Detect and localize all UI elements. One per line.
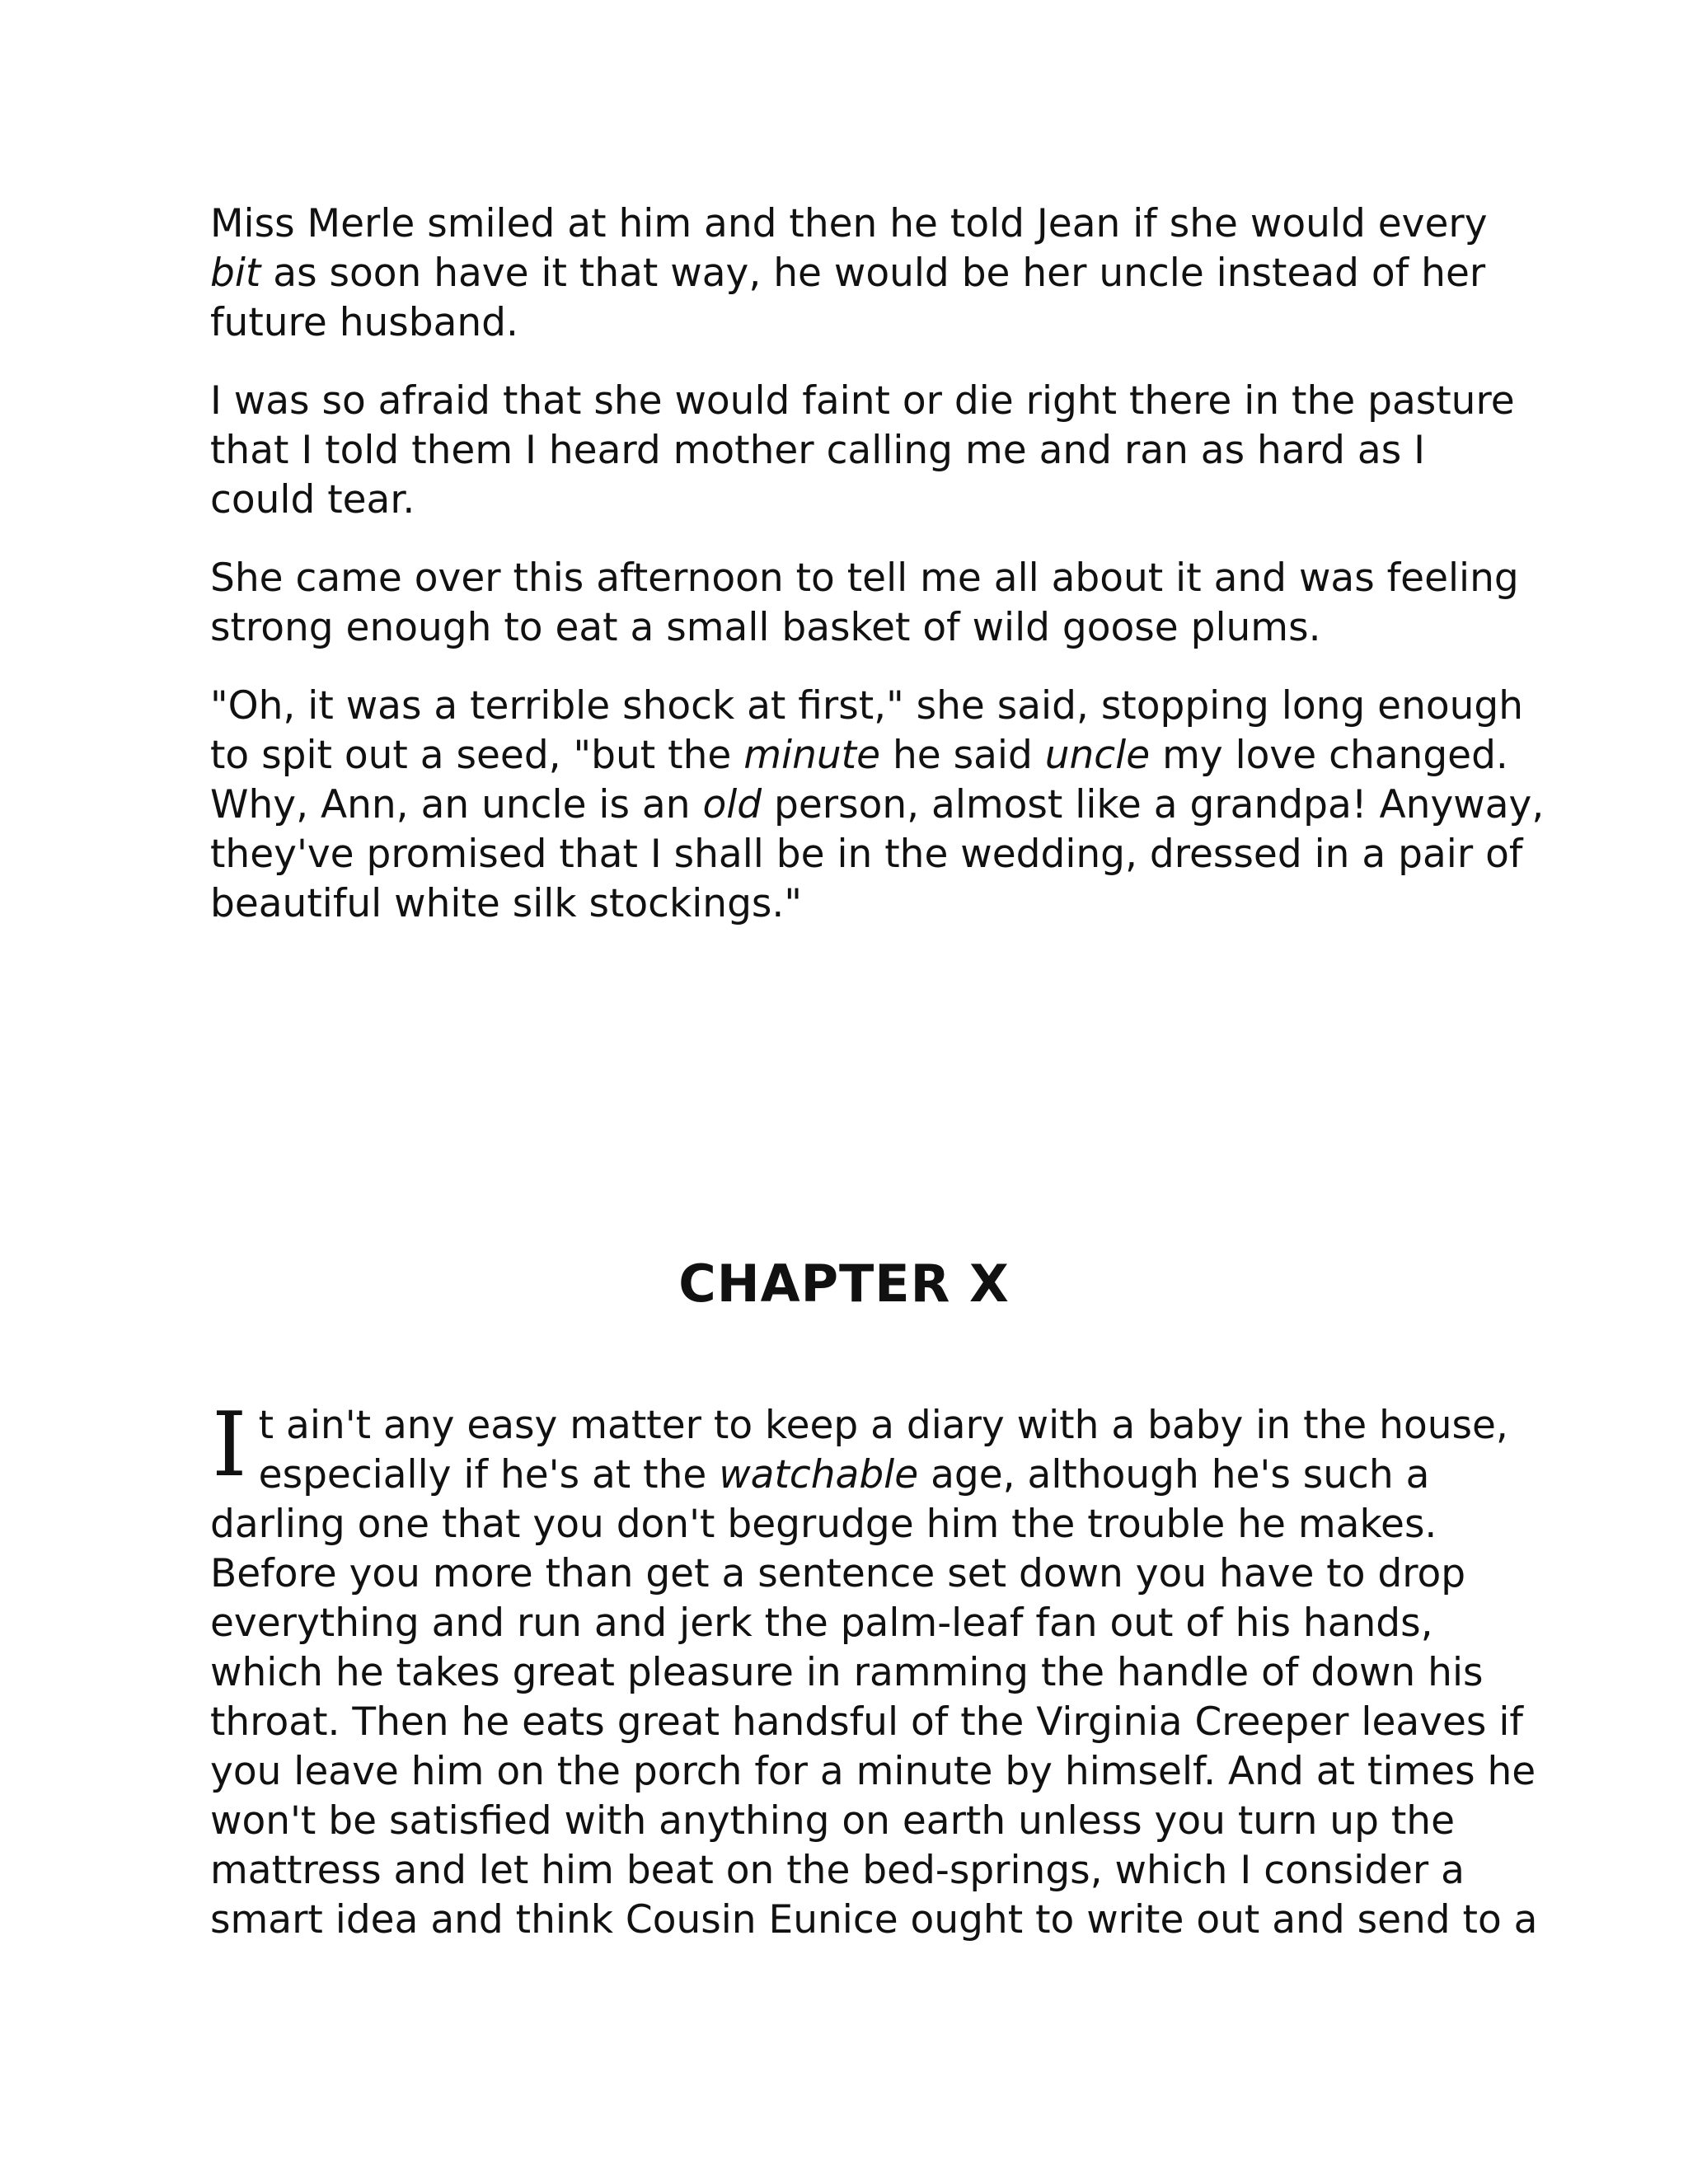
text-line — [210, 377, 1515, 426]
text-line — [210, 476, 1496, 525]
text-run: which he takes great pleasure in ramming the handle of down his — [210, 1650, 1484, 1695]
text-run: strong enough to eat a small basket of wild goose plums. — [210, 605, 1321, 650]
text-line — [210, 1797, 1496, 1846]
text-run: t ain't any easy matter to keep a diary with a baby in the house, — [258, 1403, 1508, 1448]
text-run: especially if he's at the — [258, 1452, 720, 1497]
italic-text: old — [702, 782, 762, 827]
italic-text: bit — [210, 251, 261, 296]
text-run: everything and run and jerk the palm-leaf fan out of his hands, — [210, 1601, 1433, 1646]
text-run: person, almost like a grandpa! Anyway, — [762, 782, 1545, 827]
text-run: darling one that you don't begrudge him the trouble he makes. — [210, 1502, 1437, 1547]
text-run: Miss Merle smiled at him and then he told Jean if she would every — [210, 201, 1488, 246]
text-line — [210, 1451, 1496, 1500]
text-run: future husband. — [210, 300, 518, 345]
drop-cap: I — [212, 1394, 247, 1497]
italic-text: watchable — [719, 1452, 919, 1497]
text-line — [210, 830, 1523, 879]
text-run: I was so afraid that she would faint or die right there in the pasture — [210, 378, 1515, 424]
text-run: Before you more than get a sentence set down you have to drop — [210, 1551, 1466, 1596]
text-line — [210, 731, 1508, 780]
text-run: he said — [880, 733, 1045, 778]
text-run: won't be satisfied with anything on earth unless you turn up the — [210, 1798, 1455, 1844]
text-run: throat. Then he eats great handsful of the Virginia Creeper leaves if — [210, 1699, 1523, 1745]
text-line — [210, 1500, 1496, 1549]
text-run: to spit out a seed, "but the — [210, 733, 744, 778]
text-run: "Oh, it was a terrible shock at first," she said, stopping long enough — [210, 683, 1524, 729]
previous-chapter-text — [210, 199, 1545, 929]
chapter-text — [210, 1394, 1538, 1945]
italic-text: uncle — [1044, 733, 1151, 778]
text-run: mattress and let him beat on the bed-springs, which I consider a — [210, 1848, 1465, 1893]
text-line — [210, 1549, 1496, 1599]
text-run: that I told them I heard mother calling me and ran as hard as I — [210, 428, 1425, 473]
text-line — [210, 249, 1496, 298]
paragraph — [210, 682, 1545, 929]
text-run: my love changed. — [1150, 733, 1508, 778]
text-line — [210, 426, 1496, 476]
text-line — [210, 1747, 1536, 1797]
text-run: could tear. — [210, 477, 415, 523]
text-line — [210, 682, 1524, 731]
paragraph — [210, 199, 1496, 348]
text-line — [210, 554, 1519, 603]
text-run: they've promised that I shall be in the wedding, dressed in a pair of — [210, 832, 1523, 877]
text-run: age, although he's such a — [918, 1452, 1430, 1497]
text-run: beautiful white silk stockings." — [210, 881, 802, 926]
text-run: smart idea and think Cousin Eunice ought to write out and send to a — [210, 1897, 1538, 1943]
text-line — [210, 1648, 1496, 1698]
text-run: as soon have it that way, he would be her uncle instead of her — [260, 251, 1486, 296]
chapter-heading: CHAPTER X — [678, 1254, 1010, 1314]
text-line — [210, 1698, 1523, 1747]
text-line — [210, 1896, 1538, 1945]
text-line — [210, 1846, 1496, 1896]
italic-text: minute — [743, 733, 881, 778]
text-line — [210, 199, 1496, 249]
paragraph — [210, 554, 1519, 653]
text-run: you leave him on the porch for a minute by himself. And at times he — [210, 1749, 1536, 1794]
text-line — [210, 298, 1496, 348]
text-line — [210, 780, 1545, 830]
text-run: She came over this afternoon to tell me all about it and was feeling — [210, 555, 1519, 601]
text-line — [210, 1599, 1496, 1648]
text-line — [210, 879, 1496, 929]
chapter-opening-paragraph — [210, 1394, 1538, 1945]
text-line — [210, 1401, 1508, 1451]
text-line — [210, 603, 1496, 653]
text-run: Why, Ann, an uncle is an — [210, 782, 703, 827]
paragraph — [210, 377, 1515, 525]
